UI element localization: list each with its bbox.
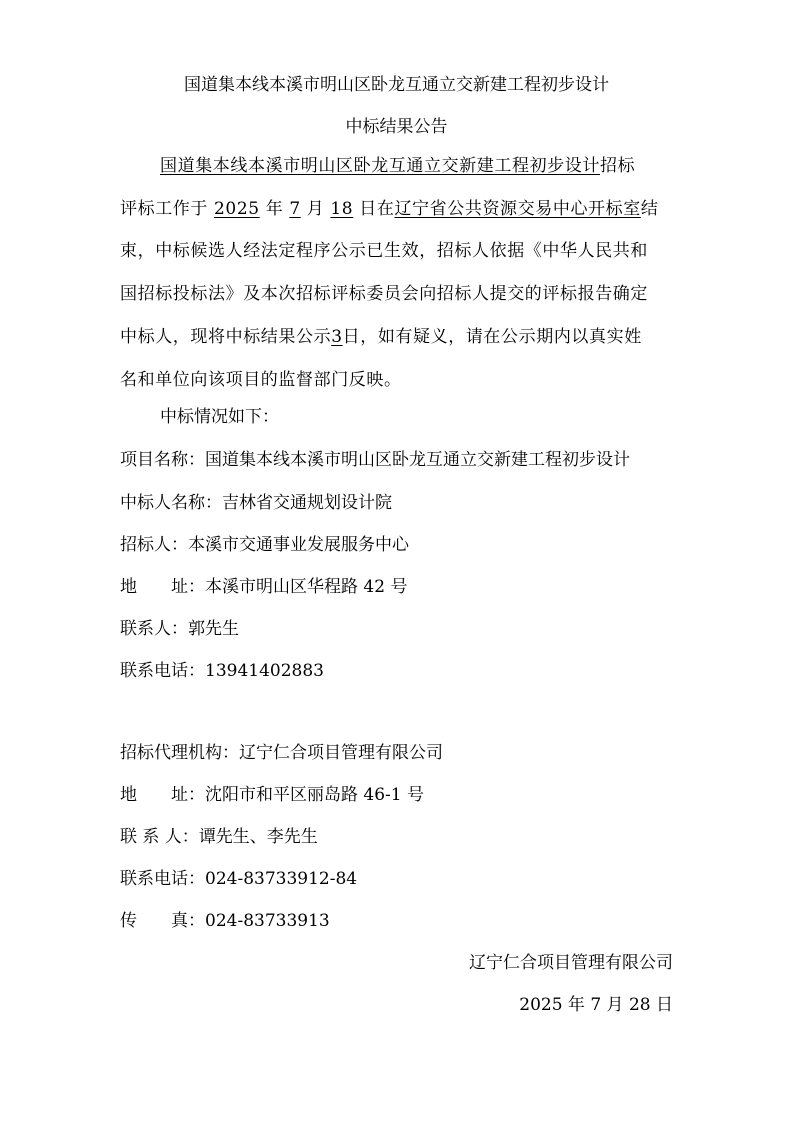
page-title: 国道集本线本溪市明山区卧龙互通立交新建工程初步设计 [184, 75, 609, 95]
result-tenderer-row [120, 533, 409, 557]
agency-address-row [120, 783, 424, 807]
result-project-value: 国道集本线本溪市明山区卧龙互通立交新建工程初步设计 [205, 450, 630, 470]
intro-text: 结 [640, 199, 659, 219]
agency-contact-value: 谭先生、李先生 [198, 827, 318, 847]
agency-address-value: 沈阳市和平区丽岛路 46-1 号 [205, 785, 424, 805]
intro-day: 18 [330, 199, 354, 219]
intro-text: 日在 [359, 199, 395, 219]
intro-line-4: 国招标投标法》及本次招标评标委员会向招标人提交的评标报告确定 [120, 284, 648, 304]
intro-venue: 辽宁省公共资源交易中心开标室 [394, 199, 641, 219]
intro-project-name: 国道集本线本溪市明山区卧龙互通立交新建工程初步设计 [160, 156, 600, 176]
agency-address-label: 地 址： [120, 785, 205, 805]
agency-contact-row [120, 825, 318, 849]
result-winner-row [120, 491, 392, 515]
result-tenderer-value: 本溪市交通事业发展服务中心 [188, 535, 409, 555]
intro-text: 月 [306, 199, 325, 219]
result-address-label: 地 址： [120, 577, 205, 597]
result-address-row [120, 575, 407, 599]
result-contact-row [120, 617, 239, 641]
intro-line-3: 束，中标候选人经法定程序公示已生效，招标人依据《中华人民共和 [120, 241, 648, 261]
agency-fax-row [120, 909, 330, 933]
result-tenderer-label: 招标人： [120, 535, 188, 555]
agency-fax-label: 传 真： [120, 911, 205, 931]
intro-text: 年 [265, 199, 284, 219]
result-address-value: 本溪市明山区华程路 42 号 [205, 577, 408, 597]
agency-name-row [120, 741, 443, 765]
result-phone-label: 联系电话： [120, 661, 205, 681]
result-winner-value: 吉林省交通规划设计院 [222, 493, 392, 513]
page-subtitle: 中标结果公告 [345, 117, 448, 137]
intro-line-2 [120, 197, 658, 221]
intro-month: 7 [289, 199, 301, 219]
signature-date: 2025 年 7 月 28 日 [519, 995, 673, 1015]
result-contact-value: 郭先生 [188, 619, 239, 639]
intro-line-1 [160, 154, 635, 178]
agency-phone-value: 024-83733912-84 [205, 869, 358, 889]
result-heading: 中标情况如下： [160, 407, 279, 427]
agency-name-value: 辽宁仁合项目管理有限公司 [239, 743, 443, 763]
intro-text: 评标工作于 [120, 199, 208, 219]
result-contact-label: 联系人： [120, 619, 188, 639]
intro-text: 日，如有疑义，请在公示期内以真实姓 [342, 327, 642, 347]
signature-org: 辽宁仁合项目管理有限公司 [469, 953, 673, 973]
intro-year: 2025 [214, 199, 260, 219]
result-project-row [120, 448, 630, 472]
intro-line-5 [120, 325, 642, 349]
intro-text: 中标人，现将中标结果公示 [120, 327, 332, 347]
agency-phone-row [120, 867, 357, 891]
result-project-label: 项目名称： [120, 450, 205, 470]
agency-fax-value: 024-83733913 [205, 911, 330, 931]
agency-phone-label: 联系电话： [120, 869, 205, 889]
result-phone-value: 13941402883 [205, 661, 324, 681]
agency-contact-label: 联 系 人： [120, 827, 199, 847]
agency-name-label: 招标代理机构： [120, 743, 239, 763]
intro-days: 3 [331, 327, 343, 347]
result-winner-label: 中标人名称： [120, 493, 222, 513]
intro-text: 招标 [600, 156, 636, 176]
result-phone-row [120, 659, 324, 683]
intro-line-6: 名和单位向该项目的监督部门反映。 [120, 370, 402, 390]
